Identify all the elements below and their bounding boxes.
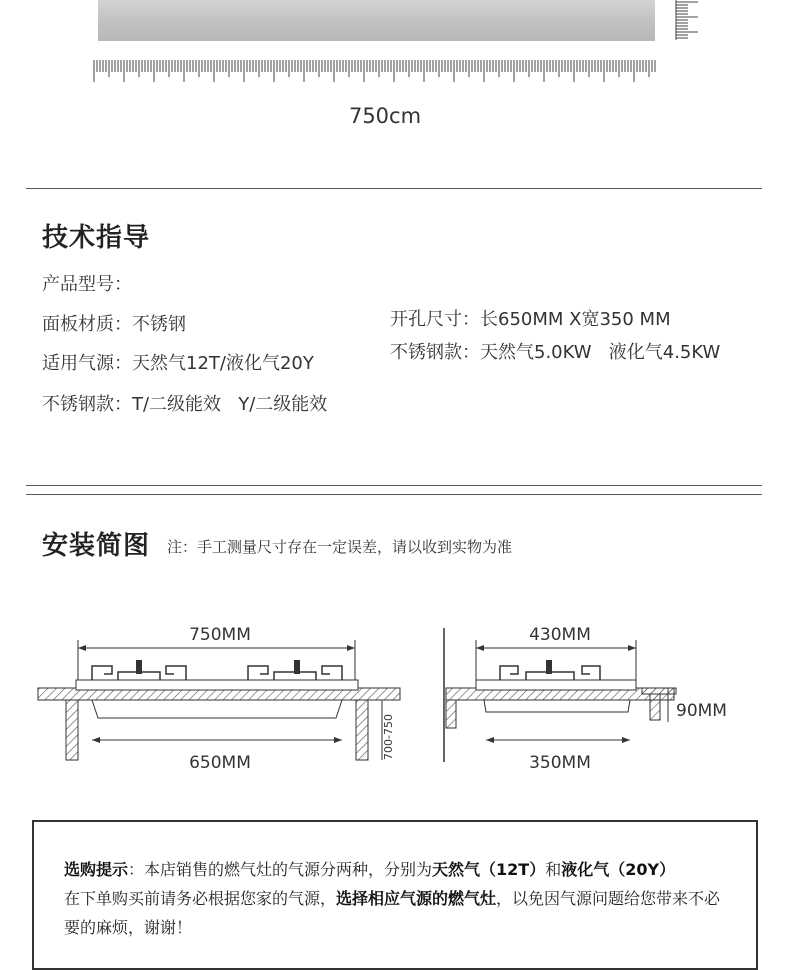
tech-section-title: 技术指导 (42, 223, 151, 253)
spec-cutout: 开孔尺寸：长650MM X宽350 MM (390, 309, 671, 330)
spec-panel-material: 面板材质：不锈钢 (42, 314, 186, 335)
front-cabinet-label: 700-750 (382, 714, 395, 760)
divider (26, 485, 762, 486)
notice-lpg: 液化气（20Y） (561, 860, 676, 879)
front-width-label: 750MM (189, 625, 251, 645)
notice-bold-line: 选择相应气源的燃气灶 (336, 889, 497, 908)
side-install-diagram (430, 600, 760, 780)
notice-natural-gas: 天然气（12T） (432, 860, 546, 879)
notice-text-4: ，以免因气源问题给您带来不必要的麻烦，谢谢！ (64, 889, 721, 937)
notice-text-1: ：本店销售的燃气灶的气源分两种，分别为 (128, 860, 433, 879)
ruler-graphic (0, 0, 790, 100)
width-label: 750cm (348, 104, 422, 128)
notice-text-3: 在下单购买前请务必根据您家的气源， (64, 889, 337, 908)
spec-gas-type: 适用气源：天然气12T/液化气20Y (42, 353, 314, 374)
spec-power: 不锈钢款：天然气5.0KW 液化气4.5KW (390, 342, 721, 363)
install-section-title: 安装简图 (42, 531, 151, 561)
notice-text-2: 和 (545, 860, 562, 879)
side-cutout-label: 350MM (529, 753, 591, 773)
front-install-diagram (0, 600, 420, 780)
purchase-notice-text (64, 855, 734, 942)
side-height-label: 90MM (676, 701, 727, 721)
spec-efficiency: 不锈钢款：T/二级能效 Y/二级能效 (42, 394, 328, 415)
install-note: 注：手工测量尺寸存在一定误差，请以收到实物为准 (167, 538, 513, 556)
side-depth-label: 430MM (529, 625, 591, 645)
notice-label: 选购提示 (64, 860, 129, 879)
spec-model: 产品型号： (42, 274, 132, 295)
divider (26, 494, 762, 495)
divider (26, 188, 762, 189)
front-cutout-label: 650MM (189, 753, 251, 773)
